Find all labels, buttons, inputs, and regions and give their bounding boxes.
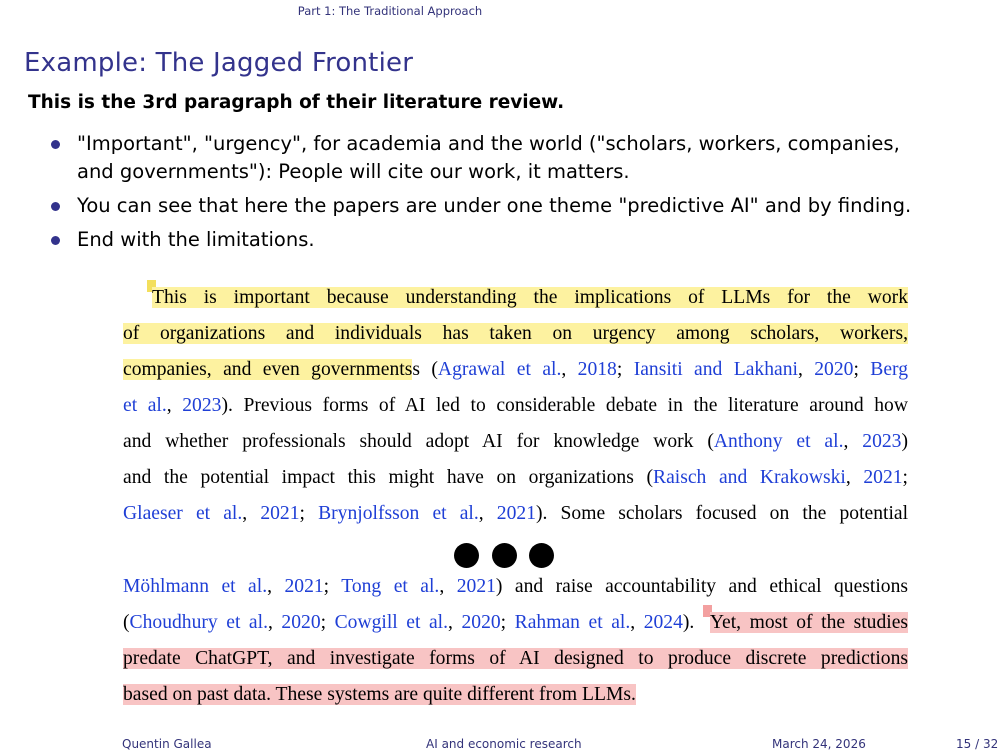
bullet-dot-icon [51, 140, 60, 149]
text: and whether professionals should adopt AI for knowledge work ( [123, 431, 714, 452]
highlight-yellow: of organizations and individuals has taken on urgency among scholars, workers, [123, 323, 908, 344]
text: , [439, 576, 457, 597]
citation-link[interactable]: Choudhury et al. [129, 612, 268, 633]
citation-link[interactable]: 2020 [814, 359, 854, 380]
ellipsis-dot [492, 543, 517, 568]
excerpt-line [123, 352, 908, 388]
bullet-text: End with the limitations. [77, 228, 315, 251]
excerpt-line [123, 641, 908, 677]
bullet-dot-icon [51, 202, 60, 211]
citation-link[interactable]: 2023 [182, 395, 222, 416]
bullet-item [50, 192, 990, 220]
bullet-text-continued: and governments"): People will cite our work, it matters. [77, 160, 630, 183]
text: , [166, 395, 183, 416]
citation-link[interactable]: 2021 [456, 576, 496, 597]
section-navigation[interactable]: Part 1: The Traditional Approach [297, 4, 483, 18]
citation-link[interactable]: et al. [123, 395, 167, 416]
bullet-text: You can see that here the papers are under one theme "predictive AI" and by finding. [77, 194, 912, 217]
footer-date: March 24, 2026 [772, 737, 866, 751]
highlight-yellow: companies, and even governments [123, 359, 413, 380]
text: ; [500, 612, 515, 633]
excerpt-line [123, 677, 908, 713]
text: ( [123, 612, 130, 633]
ellipsis-dot [529, 543, 554, 568]
text: ; [616, 359, 634, 380]
citation-link[interactable]: 2018 [577, 359, 617, 380]
text: ; [902, 467, 908, 488]
citation-link[interactable]: Agrawal et al. [437, 359, 562, 380]
highlight-red: based on past data. These systems are quite different from LLMs. [123, 684, 636, 705]
footer-page-number: 15 / 32 [956, 737, 999, 751]
omission-ellipsis-icon [454, 540, 554, 570]
citation-link[interactable]: Iansiti and Lakhani [633, 359, 798, 380]
lead-sentence: This is the 3rd paragraph of their literature review. [28, 92, 565, 113]
citation-link[interactable]: Berg [870, 359, 909, 380]
citation-link[interactable]: 2023 [862, 431, 902, 452]
citation-link[interactable]: Rahman et al. [514, 612, 631, 633]
text: , [448, 612, 462, 633]
citation-link[interactable]: Brynjolfsson et al. [318, 503, 479, 524]
bullet-dot-icon [51, 236, 60, 245]
bullet-text: "Important", "urgency", for academia and the world ("scholars, workers, companies, [77, 132, 900, 155]
text: , [797, 359, 815, 380]
text: , [561, 359, 578, 380]
text: , [630, 612, 644, 633]
bullet-list [50, 130, 990, 260]
text: and the potential impact this might have on organizations ( [123, 467, 653, 488]
frame-title: Example: The Jagged Frontier [24, 48, 414, 78]
footer-talk-title: AI and economic research [426, 737, 582, 751]
highlight-yellow: This is important because understanding the implications of LLMs for the work [152, 287, 908, 308]
text: ; [320, 612, 335, 633]
excerpt-bottom [123, 569, 908, 713]
highlight-red: predate ChatGPT, and investigate forms of AI designed to produce discrete predictions [123, 648, 908, 669]
citation-link[interactable]: Tong et al. [341, 576, 440, 597]
text: ) and raise accountability and ethical questions [495, 576, 909, 597]
citation-link[interactable]: Möhlmann et al. [123, 576, 268, 597]
ellipsis-dot [454, 543, 479, 568]
excerpt-line [123, 496, 908, 532]
excerpt-line [123, 569, 908, 605]
text: ; [853, 359, 871, 380]
footer-author: Quentin Gallea [122, 737, 212, 751]
bullet-item [50, 226, 990, 254]
text: ). Some scholars focused on the potential [535, 503, 909, 524]
citation-link[interactable]: Glaeser et al. [123, 503, 243, 524]
citation-link[interactable]: 2021 [863, 467, 903, 488]
text: , [843, 431, 863, 452]
text: , [267, 576, 285, 597]
text: , [242, 503, 261, 524]
citation-link[interactable]: Raisch and Krakowski [653, 467, 846, 488]
highlight-red: Yet, most of the studies [709, 612, 909, 633]
text: , [478, 503, 497, 524]
text: s ( [412, 359, 438, 380]
citation-link[interactable]: 2021 [284, 576, 324, 597]
excerpt-line [123, 605, 908, 641]
text: ). [682, 612, 703, 633]
text: , [267, 612, 282, 633]
excerpt-line [123, 316, 908, 352]
citation-link[interactable]: 2021 [260, 503, 300, 524]
citation-link[interactable]: 2024 [643, 612, 683, 633]
citation-link[interactable]: Cowgill et al. [334, 612, 449, 633]
excerpt-line [123, 280, 908, 316]
citation-link[interactable]: 2020 [281, 612, 321, 633]
excerpt-line [123, 424, 908, 460]
text: ) [901, 431, 908, 452]
text: ; [323, 576, 342, 597]
bullet-item [50, 130, 990, 186]
excerpt-line [123, 460, 908, 496]
citation-link[interactable]: 2021 [496, 503, 536, 524]
text: , [845, 467, 864, 488]
citation-link[interactable]: 2020 [461, 612, 501, 633]
excerpt-top [123, 280, 908, 532]
citation-link[interactable]: Anthony et al. [713, 431, 844, 452]
text: ). Previous forms of AI led to considerable debate in the literature around how [221, 395, 909, 416]
text: ; [299, 503, 319, 524]
excerpt-line [123, 388, 908, 424]
